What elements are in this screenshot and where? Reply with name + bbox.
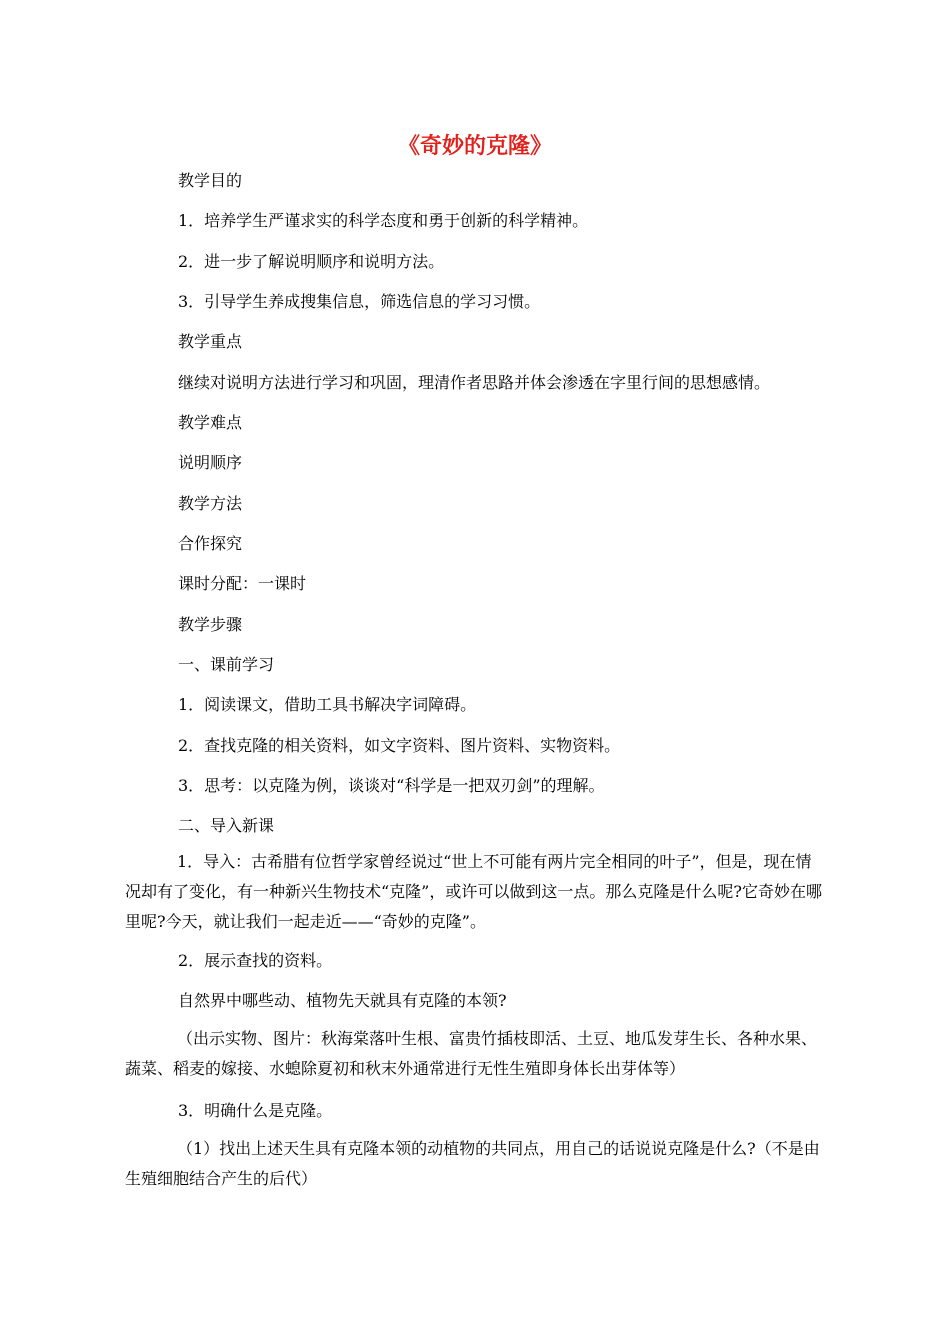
define-clone: 3．明确什么是克隆。 (178, 1101, 333, 1120)
section-pre-study: 一、课前学习 (178, 655, 275, 674)
goal-item-3: 3．引导学生养成搜集信息，筛选信息的学习习惯。 (178, 292, 541, 311)
pre-study-item-1: 1．阅读课文，借助工具书解决字词障碍。 (178, 695, 477, 714)
class-hours: 课时分配：一课时 (178, 574, 307, 593)
method-text: 合作探究 (178, 534, 243, 553)
document-title: 《奇妙的克隆》 (397, 134, 552, 159)
heading-key-points: 教学重点 (178, 332, 243, 351)
key-points-text: 继续对说明方法进行学习和巩固，理清作者思路并体会渗透在字里行间的思想感情。 (178, 373, 771, 392)
pre-study-item-2: 2．查找克隆的相关资料，如文字资料、图片资料、实物资料。 (178, 736, 621, 755)
common-points-paragraph: （1）找出上述天生具有克隆本领的动植物的共同点，用自己的话说说克隆是什么?（不是由生殖细胞结合产生的后代） (125, 1139, 820, 1188)
pre-study-item-3: 3．思考：以克隆为例，谈谈对“科学是一把双刃剑”的理解。 (178, 776, 605, 795)
goal-item-1: 1．培养学生严谨求实的科学态度和勇于创新的科学精神。 (178, 211, 589, 230)
show-materials: 2．展示查找的资料。 (178, 951, 333, 970)
section-new-lesson: 二、导入新课 (178, 816, 275, 835)
intro-paragraph: 1．导入：古希腊有位哲学家曾经说过“世上不可能有两片完全相同的叶子”，但是，现在情况却有了变化，有一种新兴生物技术“克隆”，或许可以做到这一点。那么克隆是什么呢?它奇妙在哪里呢?今天，就让我们一起走近——“奇妙的克隆”。 (125, 852, 822, 931)
heading-method: 教学方法 (178, 494, 243, 513)
heading-teaching-goals: 教学目的 (178, 171, 243, 190)
question-line: 自然界中哪些动、植物先天就具有克隆的本领? (178, 991, 507, 1010)
heading-steps: 教学步骤 (178, 615, 243, 634)
examples-paragraph: （出示实物、图片：秋海棠落叶生根、富贵竹插枝即活、土豆、地瓜发芽生长、各种水果、蔬菜、稻麦的嫁接、水螅除夏初和秋末外通常进行无性生殖即身体长出芽体等） (125, 1029, 818, 1078)
heading-difficulties: 教学难点 (178, 413, 243, 432)
goal-item-2: 2．进一步了解说明顺序和说明方法。 (178, 252, 445, 271)
difficulties-text: 说明顺序 (178, 453, 243, 472)
